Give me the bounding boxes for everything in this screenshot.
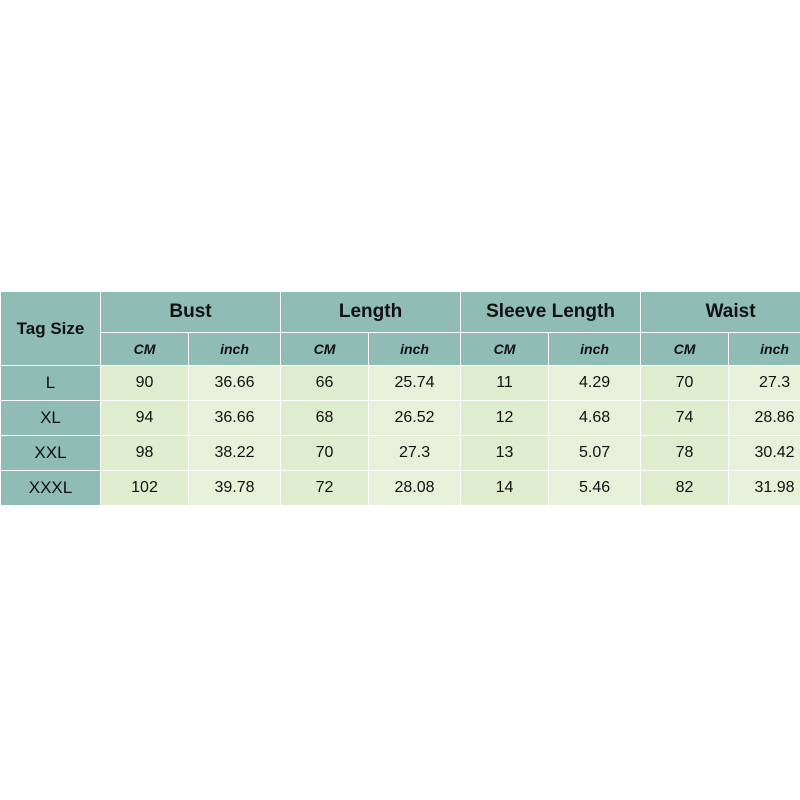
cell-bust-cm-xxl: 98	[101, 436, 189, 471]
cell-waist-cm-xxl: 78	[641, 436, 729, 471]
header-unit-waist-inch: inch	[729, 333, 800, 366]
cell-waist-inch-xl: 28.86	[729, 401, 800, 436]
cell-bust-inch-xxxl: 39.78	[189, 471, 281, 506]
cell-waist-inch-xxxl: 31.98	[729, 471, 800, 506]
cell-bust-cm-xl: 94	[101, 401, 189, 436]
cell-length-cm-xxxl: 72	[281, 471, 369, 506]
cell-bust-inch-l: 36.66	[189, 366, 281, 401]
table-row	[1, 436, 800, 471]
table-header-group-row	[1, 292, 800, 333]
header-unit-length-cm: CM	[281, 333, 369, 366]
cell-waist-inch-xxl: 30.42	[729, 436, 800, 471]
header-unit-sleeve-cm: CM	[461, 333, 549, 366]
header-unit-waist-cm: CM	[641, 333, 729, 366]
cell-sleeve-inch-xxxl: 5.46	[549, 471, 641, 506]
header-tag-size: Tag Size	[1, 292, 101, 366]
row-label-xxl: XXL	[1, 436, 101, 471]
table-row	[1, 471, 800, 506]
table-row	[1, 366, 800, 401]
header-unit-bust-cm: CM	[101, 333, 189, 366]
header-unit-bust-inch: inch	[189, 333, 281, 366]
cell-sleeve-cm-l: 11	[461, 366, 549, 401]
cell-bust-cm-l: 90	[101, 366, 189, 401]
header-group-sleeve-length: Sleeve Length	[461, 292, 641, 333]
header-unit-length-inch: inch	[369, 333, 461, 366]
row-label-l: L	[1, 366, 101, 401]
header-unit-sleeve-inch: inch	[549, 333, 641, 366]
cell-sleeve-cm-xl: 12	[461, 401, 549, 436]
cell-length-inch-l: 25.74	[369, 366, 461, 401]
cell-bust-cm-xxxl: 102	[101, 471, 189, 506]
cell-sleeve-inch-l: 4.29	[549, 366, 641, 401]
cell-waist-cm-l: 70	[641, 366, 729, 401]
cell-length-inch-xl: 26.52	[369, 401, 461, 436]
cell-length-cm-xl: 68	[281, 401, 369, 436]
cell-bust-inch-xl: 36.66	[189, 401, 281, 436]
row-label-xl: XL	[1, 401, 101, 436]
cell-bust-inch-xxl: 38.22	[189, 436, 281, 471]
table-row	[1, 401, 800, 436]
cell-length-inch-xxl: 27.3	[369, 436, 461, 471]
cell-waist-inch-l: 27.3	[729, 366, 800, 401]
header-group-waist: Waist	[641, 292, 800, 333]
cell-length-cm-l: 66	[281, 366, 369, 401]
table-header-unit-row	[1, 333, 800, 366]
cell-length-cm-xxl: 70	[281, 436, 369, 471]
header-group-bust: Bust	[101, 292, 281, 333]
size-chart-table	[0, 291, 800, 506]
cell-sleeve-inch-xxl: 5.07	[549, 436, 641, 471]
cell-sleeve-inch-xl: 4.68	[549, 401, 641, 436]
row-label-xxxl: XXXL	[1, 471, 101, 506]
cell-waist-cm-xl: 74	[641, 401, 729, 436]
cell-sleeve-cm-xxl: 13	[461, 436, 549, 471]
cell-length-inch-xxxl: 28.08	[369, 471, 461, 506]
cell-waist-cm-xxxl: 82	[641, 471, 729, 506]
cell-sleeve-cm-xxxl: 14	[461, 471, 549, 506]
header-group-length: Length	[281, 292, 461, 333]
